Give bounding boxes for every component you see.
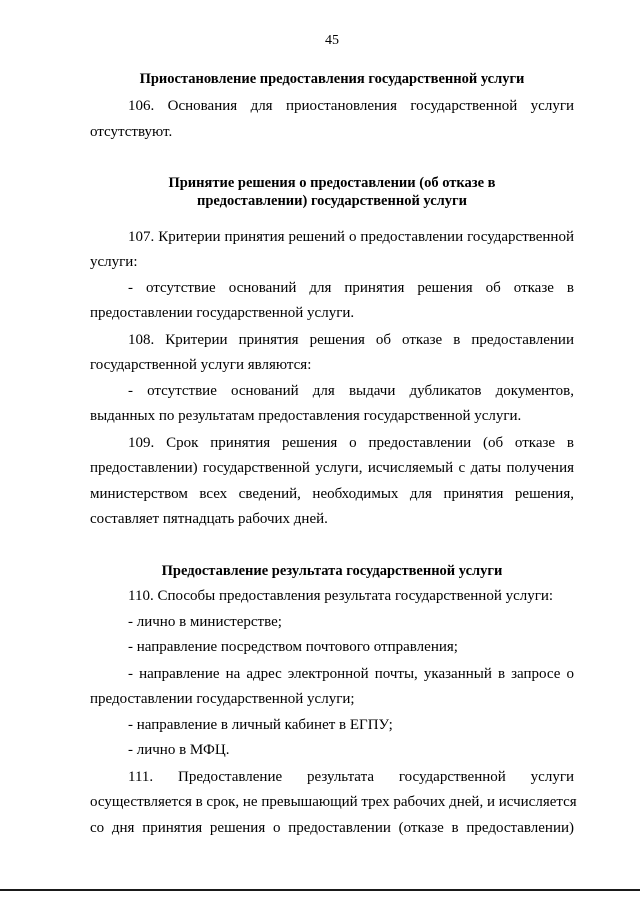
paragraph-109-line-4: составляет пятнадцать рабочих дней. [90, 511, 328, 527]
paragraph-107-item-line-1: - отсутствие оснований для принятия решения об отказе в [128, 280, 574, 296]
paragraph-110-item-3-line-1: - направление на адрес электронной почты, указанный в запросе о [128, 666, 574, 682]
paragraph-109-line-3: министерством всех сведений, необходимых для принятия решения, [90, 486, 574, 502]
paragraph-111-line-2: осуществляется в срок, не превышающий трех рабочих дней, и исчисляется [90, 794, 577, 810]
page-number: 45 [325, 33, 339, 48]
paragraph-106-line-2: отсутствуют. [90, 124, 173, 140]
paragraph-107-line-2: услуги: [90, 254, 138, 270]
paragraph-110-item-4: - направление в личный кабинет в ЕГПУ; [128, 717, 393, 733]
paragraph-107-line-1: 107. Критерии принятия решений о предоставлении государственной [128, 229, 574, 245]
paragraph-109-line-2: предоставлении) государственной услуги, исчисляемый с даты получения [90, 460, 574, 476]
paragraph-110-line-1: 110. Способы предоставления результата государственной услуги: [128, 588, 554, 604]
paragraph-111-line-3: со дня принятия решения о предоставлении (отказе в предоставлении) [90, 820, 574, 836]
section-heading-result: Предоставление результата государственной услуги [161, 563, 503, 579]
paragraph-108-item-line-1: - отсутствие оснований для выдачи дубликатов документов, [128, 383, 574, 399]
document-page [90, 0, 577, 905]
paragraph-111-line-1: 111. Предоставление результата государственной услуги [128, 769, 574, 785]
paragraph-108-line-1: 108. Критерии принятия решения об отказе в предоставлении [128, 332, 574, 348]
section-heading-suspension: Приостановление предоставления государственной услуги [139, 71, 525, 87]
paragraph-108-item-line-2: выданных по результатам предоставления государственной услуги. [90, 408, 522, 424]
bottom-edge-rule [0, 889, 640, 891]
paragraph-106-line-1: 106. Основания для приостановления государственной услуги [128, 98, 574, 114]
paragraph-110-item-2: - направление посредством почтового отправления; [128, 639, 458, 655]
paragraph-110-item-3-line-2: предоставлении государственной услуги; [90, 691, 355, 707]
section-heading-decision-line-2: предоставлении) государственной услуги [197, 193, 467, 209]
paragraph-108-line-2: государственной услуги являются: [90, 357, 312, 373]
paragraph-110-item-5: - лично в МФЦ. [128, 742, 230, 758]
paragraph-107-item-line-2: предоставлении государственной услуги. [90, 305, 355, 321]
section-heading-decision-line-1: Принятие решения о предоставлении (об отказе в [168, 175, 496, 191]
paragraph-109-line-1: 109. Срок принятия решения о предоставлении (об отказе в [128, 435, 574, 451]
paragraph-110-item-1: - лично в министерстве; [128, 614, 282, 630]
